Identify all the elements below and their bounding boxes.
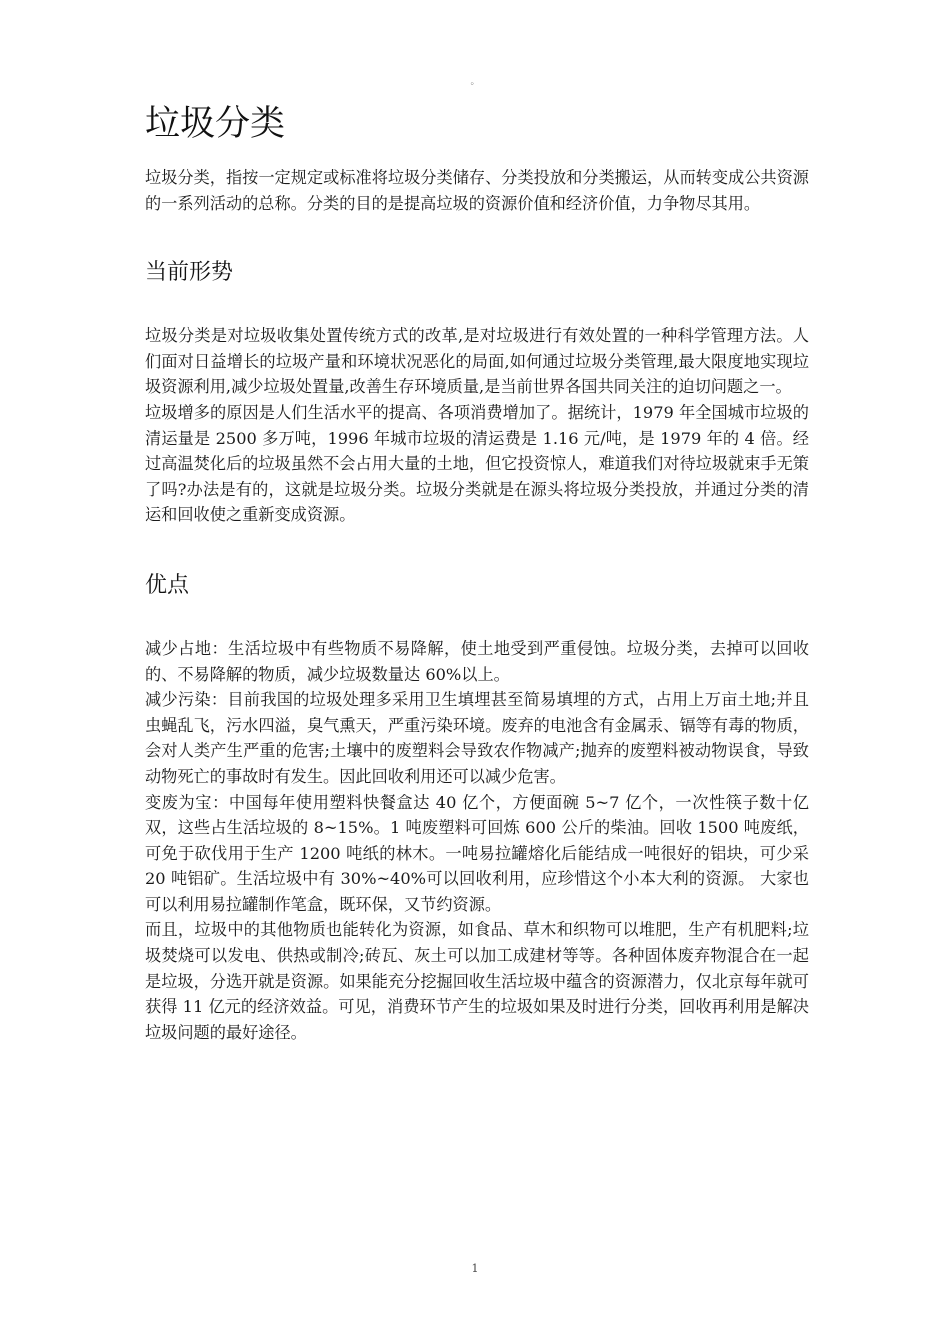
- paragraph: 垃圾分类是对垃圾收集处置传统方式的改革,是对垃圾进行有效处置的一种科学管理方法。人们面对日益增长的垃圾产量和环境状况恶化的局面,如何通过垃圾分类管理,最大限度地实现垃圾资源利用,减少垃圾处置量,改善生存环境质量,是当前世界各国共同关注的迫切问题之一。: [145, 326, 809, 397]
- spacer: [145, 528, 809, 571]
- document-body: [145, 100, 809, 1045]
- section-current-situation: [145, 258, 809, 528]
- paragraph: 变废为宝：中国每年使用塑料快餐盒达 40 亿个，方便面碗 5~7 亿个，一次性筷子数十亿双，这些占生活垃圾的 8~15%。1 吨废塑料可回炼 600 公斤的柴油。回收 1500 吨废纸，可免于砍伐用于生产 1200 吨纸的林木。一吨易拉罐熔化后能结成一吨很好的铝块，可少采 20 吨铝矿。生活垃圾中有 30%~40%可以回收利用，应珍惜这个小本大利的资源。 大家也可以利用易拉罐制作笔盒，既环保，又节约资源。: [145, 792, 809, 914]
- paragraph: 垃圾增多的原因是人们生活水平的提高、各项消费增加了。据统计，1979 年全国城市垃圾的清运量是 2500 多万吨，1996 年城市垃圾的清运费是 1.16 元/吨，是 1979 年的 4 倍。经过高温焚化后的垃圾虽然不会占用大量的土地，但它投资惊人，难道我们对待垃圾就束手无策了吗?办法是有的，这就是垃圾分类。垃圾分类就是在源头将垃圾分类投放，并通过分类的清运和回收使之重新变成资源。: [145, 402, 809, 525]
- section-advantages: [145, 571, 809, 1046]
- section-heading: 当前形势: [145, 260, 234, 286]
- paragraph: 减少污染：目前我国的垃圾处理多采用卫生填埋甚至简易填埋的方式，占用上万亩土地;并且虫蝇乱飞，污水四溢，臭气熏天，严重污染环境。废弃的电池含有金属汞、镉等有毒的物质，会对人类产生严重的危害;土壤中的废塑料会导致农作物减产;抛弃的废塑料被动物误食，导致动物死亡的事故时有发生。因此回收利用还可以减少危害。: [145, 690, 809, 786]
- section-heading: 优点: [145, 572, 190, 598]
- header-mark: 。: [470, 77, 480, 87]
- document-title: 垃圾分类: [145, 104, 286, 144]
- spacer: [145, 601, 809, 636]
- intro-paragraph: 垃圾分类，指按一定规定或标准将垃圾分类储存、分类投放和分类搬运，从而转变成公共资源的一系列活动的总称。分类的目的是提高垃圾的资源价值和经济价值，力争物尽其用。: [145, 168, 809, 213]
- spacer: [145, 216, 809, 258]
- page-number: 1: [471, 1262, 479, 1275]
- paragraph: 减少占地：生活垃圾中有些物质不易降解，使土地受到严重侵蚀。垃圾分类，去掉可以回收的、不易降解的物质，减少垃圾数量达 60%以上。: [145, 638, 809, 684]
- spacer: [145, 288, 809, 323]
- paragraph: 而且，垃圾中的其他物质也能转化为资源，如食品、草木和织物可以堆肥，生产有机肥料;垃圾焚烧可以发电、供热或制冷;砖瓦、灰土可以加工成建材等等。各种固体废弃物混合在一起是垃圾，分选开就是资源。如果能充分挖掘回收生活垃圾中蕴含的资源潜力，仅北京每年就可获得 11 亿元的经济效益。可见，消费环节产生的垃圾如果及时进行分类，回收再利用是解决垃圾问题的最好途径。: [145, 920, 809, 1042]
